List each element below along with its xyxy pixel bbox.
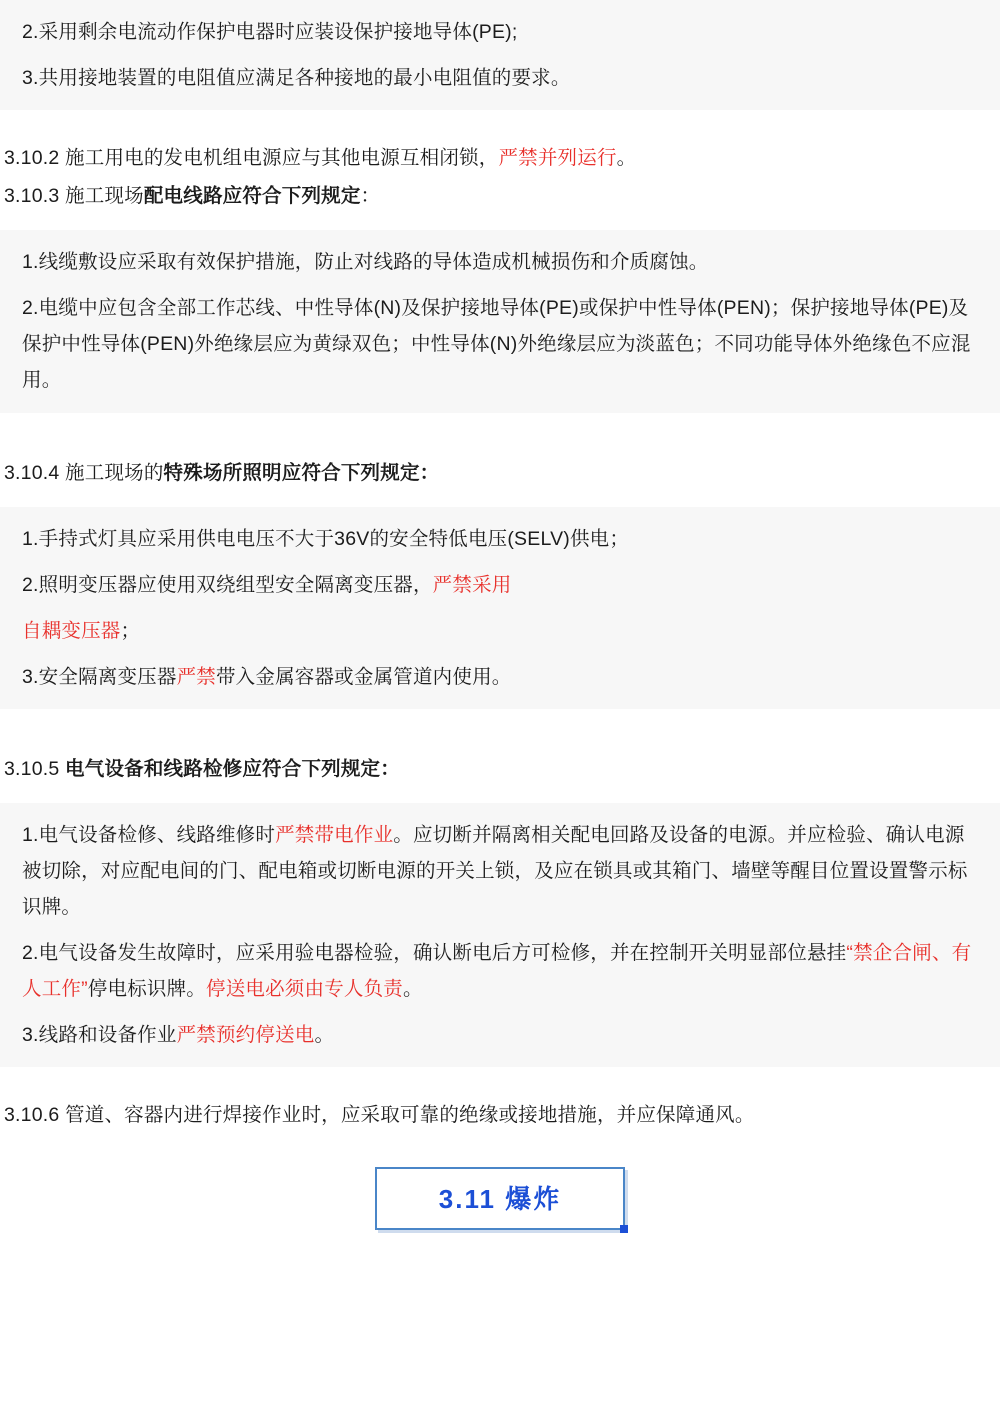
item-red-text: 严禁预约停送电: [176, 1024, 315, 1047]
item-red-text: “禁企合闸、有人工作”: [22, 942, 972, 1001]
list-item-continued: [0, 613, 1000, 649]
clause-text: 管道、容器内进行焊接作业时，应采取可靠的绝缘或接地措施，并应保障通风。: [59, 1104, 755, 1127]
clause-3-10-5: [0, 751, 1000, 787]
list-item: [0, 1017, 1000, 1053]
spacer: [0, 787, 1000, 803]
clause-number: 3.10.5: [4, 757, 60, 780]
clause-text-before: 施工用电的发电机组电源应与其他电源互相闭锁，: [59, 147, 499, 170]
corner-marker-icon: [620, 1225, 628, 1233]
item-text-after: 。应切断并隔离相关配电回路及设备的电源。并应检验、确认电源被切除，对应配电间的门、配电箱或切断电源的开关上锁，及应在锁具或其箱门、墙壁等醒目位置设置警示标识牌。: [22, 823, 968, 918]
item-text-after: 。: [403, 978, 423, 1001]
clause-3-10-2: [0, 140, 1000, 176]
clause-bold-text: 配电线路应符合下列规定: [143, 185, 361, 208]
item-text-mid: 停电标识牌。: [87, 978, 206, 1001]
item-text-before: 3.安全隔离变压器: [22, 665, 177, 688]
clause-bold-text: 特殊场所照明应符合下列规定：: [163, 461, 440, 484]
clause-text-before: 施工现场的: [59, 461, 164, 484]
item-red-text: 严禁: [176, 665, 216, 688]
clause-text-before: 施工现场: [59, 185, 144, 208]
item-text-after: ；: [120, 619, 141, 642]
list-item: [0, 567, 1000, 603]
spacer: [0, 491, 1000, 507]
spacer: [0, 214, 1000, 230]
clause-number: 3.10.4: [4, 461, 60, 484]
clause-3-10-3: [0, 178, 1000, 214]
clause-red-text: 严禁并列运行: [498, 147, 617, 170]
clause-3-10-4: [0, 455, 1000, 491]
item-red-text: 严禁带电作业: [275, 823, 394, 846]
clause-3-10-6: [0, 1097, 1000, 1133]
list-item: [0, 817, 1000, 925]
clause-text-after: ：: [360, 185, 381, 208]
item-text-before: 2.照明变压器应使用双绕组型安全隔离变压器，: [22, 573, 433, 596]
item-text-before: 2.电气设备发生故障时，应采用验电器检验，确认断电后方可检修，并在控制开关明显部位悬挂: [22, 942, 847, 965]
list-item: 1.线缆敷设应采取有效保护措施，防止对线路的导体造成机械损伤和介质腐蚀。: [22, 251, 709, 274]
clause-number: 3.10.2: [4, 147, 60, 170]
content-block-3-10-5: [0, 803, 1000, 1067]
content-block-3-10-3: [0, 230, 1000, 412]
content-block-top: [0, 0, 1000, 110]
clause-bold-text: 电气设备和线路检修应符合下列规定：: [59, 757, 400, 780]
list-item: 1.手持式灯具应采用供电电压不大于36V的安全特低电压(SELV)供电；: [22, 527, 630, 550]
clause-number: 3.10.3: [4, 185, 60, 208]
item-text-before: 3.线路和设备作业: [22, 1024, 177, 1047]
item-red-text: 自耦变压器: [22, 619, 121, 642]
corner-marker-icon: [372, 1164, 380, 1172]
section-heading-3-11: [375, 1167, 625, 1230]
content-block-3-10-4: [0, 507, 1000, 709]
list-item: 2.采用剩余电流动作保护电器时应装设保护接地导体(PE);: [22, 21, 518, 43]
spacer: [0, 709, 1000, 751]
clause-text-after: 。: [616, 147, 637, 170]
clause-number: 3.10.6: [4, 1104, 60, 1127]
item-red-text: 严禁采用: [432, 573, 512, 596]
list-item: 3.共用接地装置的电阻值应满足各种接地的最小电阻值的要求。: [22, 67, 571, 90]
section-heading-label: 3.11 爆炸: [438, 1184, 562, 1215]
item-text-before: 1.电气设备检修、线路维修时: [22, 823, 276, 846]
spacer: [0, 110, 1000, 140]
spacer: [0, 413, 1000, 455]
section-heading-container: [0, 1133, 1000, 1256]
list-item: 2.电缆中应包含全部工作芯线、中性导体(N)及保护接地导体(PE)或保护中性导体(PEN)；保护接地导体(PE)及保护中性导体(PEN)外绝缘层应为黄绿双色；中性导体(N)外绝缘层应为淡蓝色；不同功能导体外绝缘色不应混用。: [22, 297, 971, 392]
item-text-after: 。: [314, 1024, 335, 1047]
item-text-after: 带入金属容器或金属管道内使用。: [215, 665, 512, 688]
list-item: [0, 935, 1000, 1007]
item-red-text: 停送电必须由专人负责: [206, 978, 404, 1001]
list-item: [0, 659, 1000, 695]
spacer: [0, 1067, 1000, 1097]
